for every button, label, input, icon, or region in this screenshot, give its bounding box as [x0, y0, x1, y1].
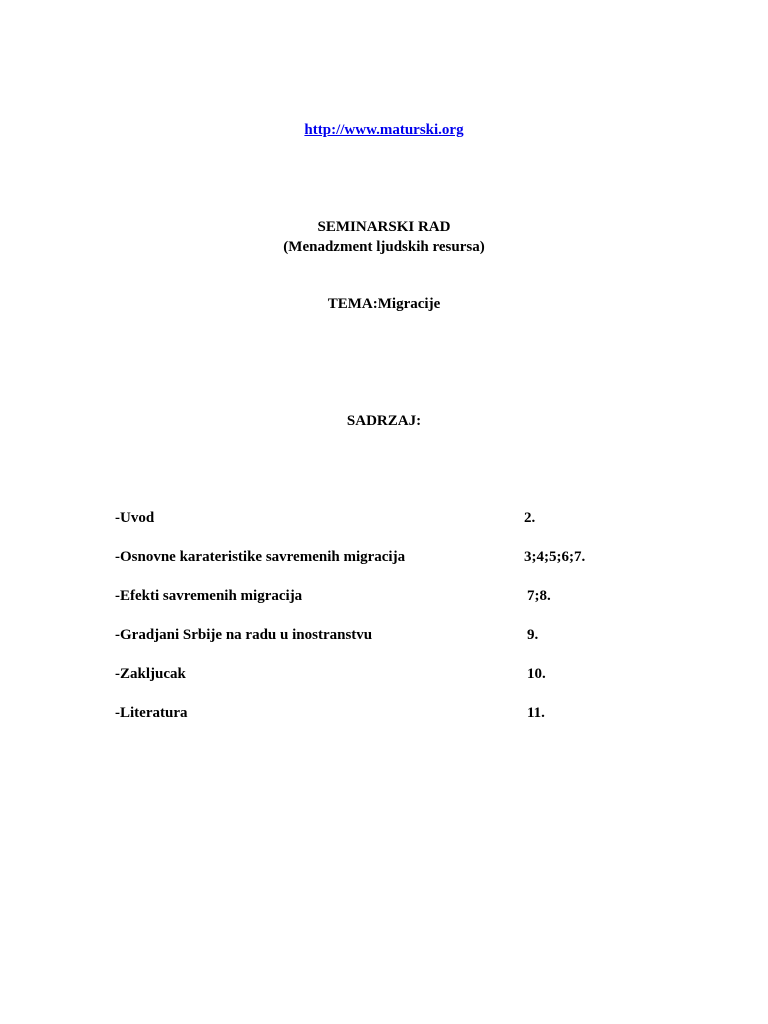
maturski-link[interactable]: http://www.maturski.org [304, 122, 464, 138]
toc-label: -Gradjani Srbije na radu u inostranstvu [115, 627, 373, 643]
toc-row-literatura [115, 705, 675, 744]
title-line-2: (Menadzment ljudskih resursa) [283, 239, 485, 255]
toc-row-efekti [115, 588, 675, 627]
toc-page-number: 11. [527, 705, 545, 721]
document-title [0, 217, 768, 257]
toc-page-number: 3;4;5;6;7. [524, 549, 586, 565]
toc-label: -Literatura [115, 705, 188, 721]
toc-label: -Zakljucak [115, 666, 186, 682]
document-theme: TEMA:Migracije [327, 296, 441, 312]
toc-row-zakljucak [115, 666, 675, 705]
table-of-contents [115, 510, 675, 744]
toc-label: -Efekti savremenih migracija [115, 588, 303, 604]
toc-page-number: 2. [524, 510, 536, 526]
toc-page-number: 9. [527, 627, 539, 643]
toc-label: -Uvod [115, 510, 155, 526]
toc-row-uvod [115, 510, 675, 549]
title-line-1: SEMINARSKI RAD [317, 219, 451, 235]
toc-heading: SADRZAJ: [346, 413, 422, 429]
toc-row-osnovne [115, 549, 675, 588]
toc-page-number: 10. [527, 666, 546, 682]
toc-label: -Osnovne karateristike savremenih migracija [115, 549, 406, 565]
toc-row-gradjani [115, 627, 675, 666]
toc-page-number: 7;8. [527, 588, 551, 604]
